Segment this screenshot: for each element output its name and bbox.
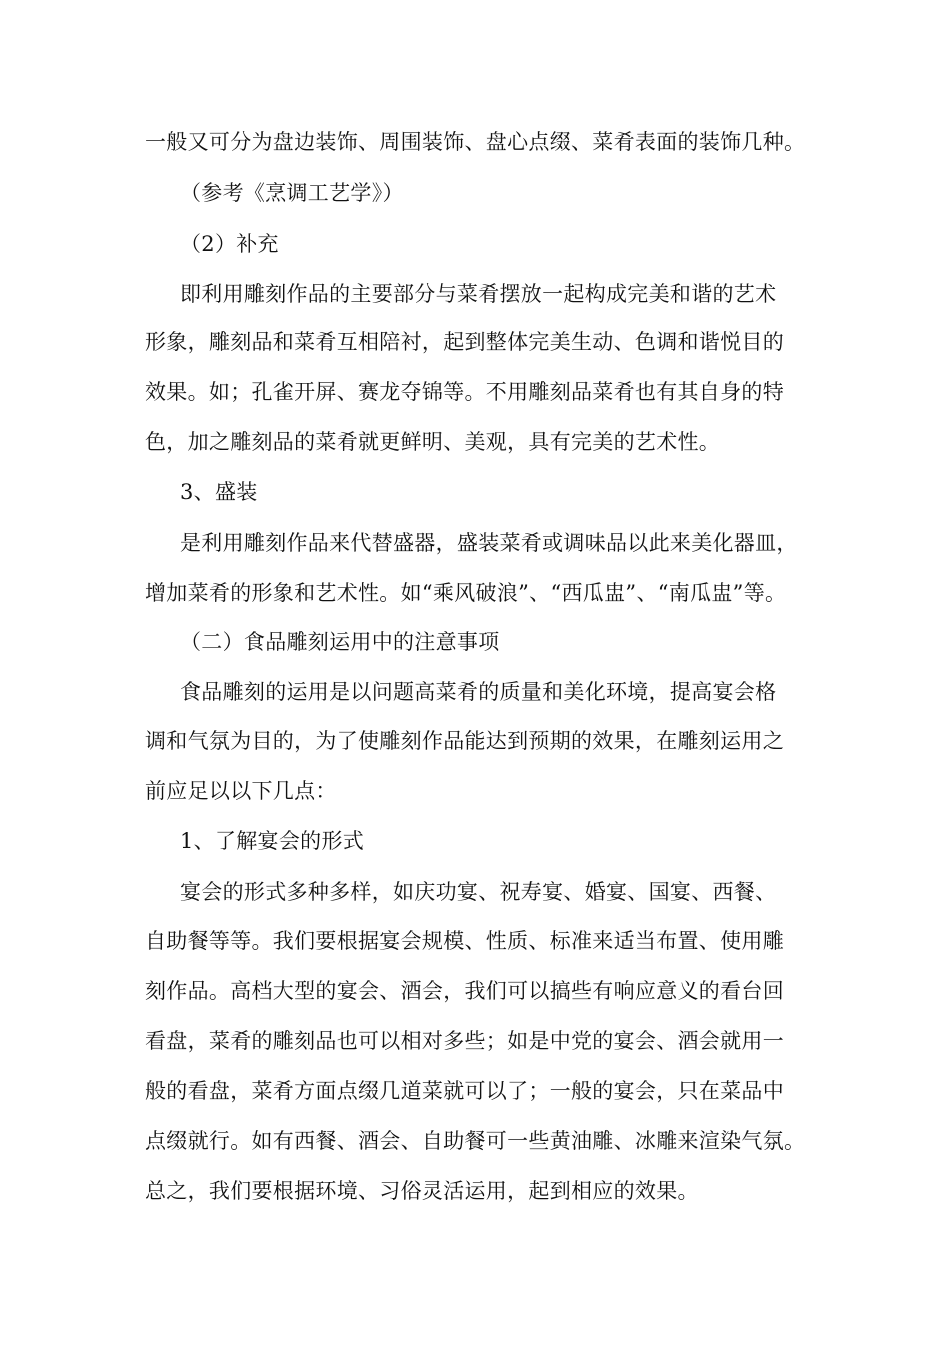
text-line: 总之，我们要根据环境、习俗灵活运用，起到相应的效果。 bbox=[145, 1179, 699, 1203]
text-line: 即利用雕刻作品的主要部分与菜肴摆放一起构成完美和谐的艺术 bbox=[180, 282, 777, 306]
text-line: 点缀就行。如有西餐、酒会、自助餐可一些黄油雕、冰雕来渲染气氛。 bbox=[145, 1129, 806, 1153]
text-line: 是利用雕刻作品来代替盛器，盛装菜肴或调味品以此来美化器皿， bbox=[180, 531, 798, 555]
text-line: 1、了解宴会的形式 bbox=[180, 829, 365, 853]
text-line: 一般又可分为盘边装饰、周围装饰、盘心点缀、菜肴表面的装饰几种。 bbox=[145, 130, 806, 154]
text-line: 增加菜肴的形象和艺术性。如“乘风破浪”、“西瓜盅”、“南瓜盅”等。 bbox=[145, 581, 787, 605]
text-line: （参考《烹调工艺学》） bbox=[180, 181, 404, 205]
text-line: 前应足以以下几点： bbox=[145, 779, 337, 803]
text-line: 看盘，菜肴的雕刻品也可以相对多些；如是中党的宴会、酒会就用一 bbox=[145, 1029, 784, 1053]
text-line: 色，加之雕刻品的菜肴就更鲜明、美观，具有完美的艺术性。 bbox=[145, 430, 721, 454]
text-line: 调和气氛为目的，为了使雕刻作品能达到预期的效果，在雕刻运用之 bbox=[145, 729, 784, 753]
text-line: 3、盛装 bbox=[180, 480, 258, 504]
text-line: 形象，雕刻品和菜肴互相陪衬，起到整体完美生动、色调和谐悦目的 bbox=[145, 330, 784, 354]
text-line: 效果。如；孔雀开屏、赛龙夺锦等。不用雕刻品菜肴也有其自身的特 bbox=[145, 380, 784, 404]
text-line: （二）食品雕刻运用中的注意事项 bbox=[180, 630, 500, 654]
text-line: 宴会的形式多种多样，如庆功宴、祝寿宴、婚宴、国宴、西餐、 bbox=[180, 880, 777, 904]
text-line: 自助餐等等。我们要根据宴会规模、性质、标准来适当布置、使用雕 bbox=[145, 929, 784, 953]
text-line: （2）补充 bbox=[180, 232, 279, 256]
text-line: 食品雕刻的运用是以问题高菜肴的质量和美化环境，提高宴会格 bbox=[180, 680, 777, 704]
text-line: 刻作品。高档大型的宴会、酒会，我们可以搞些有响应意义的看台回 bbox=[145, 979, 784, 1003]
text-line: 般的看盘，菜肴方面点缀几道菜就可以了；一般的宴会，只在菜品中 bbox=[145, 1079, 784, 1103]
